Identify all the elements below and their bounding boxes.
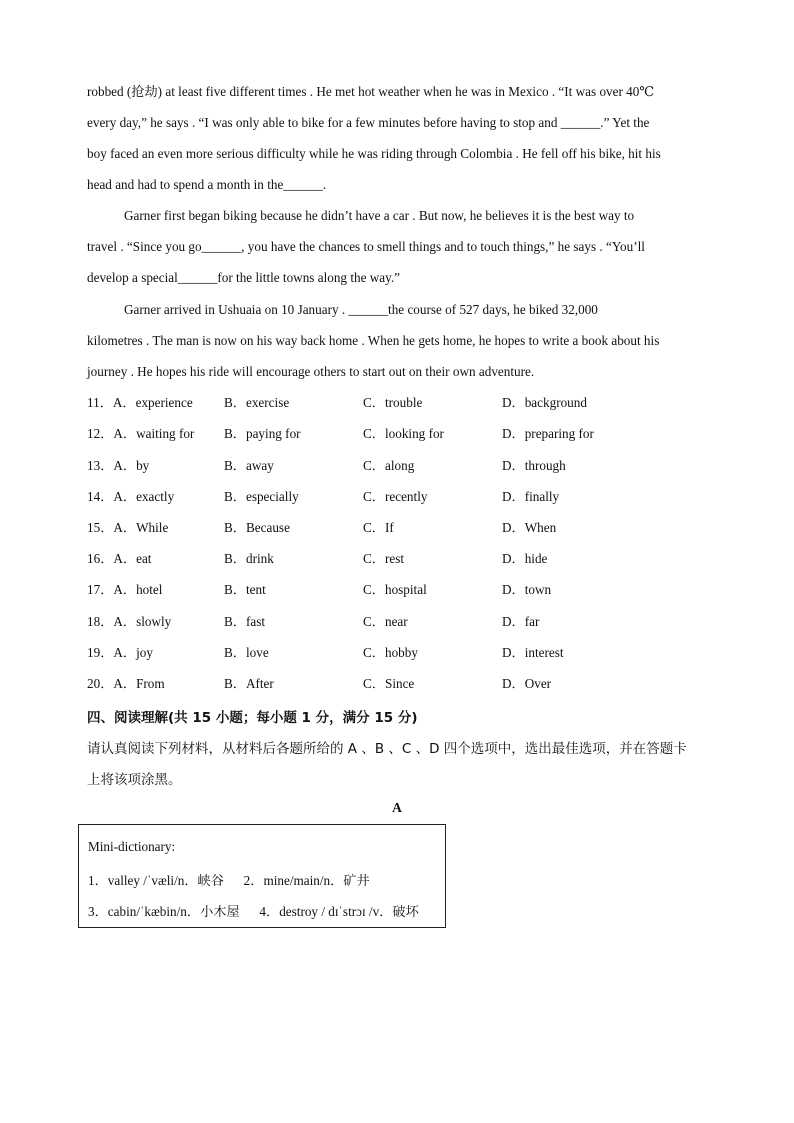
- option-d: D．interest: [502, 645, 564, 660]
- option-d: D．background: [502, 395, 587, 410]
- option-d: D．far: [502, 614, 540, 629]
- option-d: D．hide: [502, 551, 548, 566]
- passage-line: robbed (抢劫) at least five different times . He met hot weather when he was in Mexico . “It was over 40℃: [87, 84, 655, 99]
- option-a: 16．A．eat: [87, 551, 152, 566]
- option-c: C．If: [363, 520, 394, 535]
- mini-dictionary-entry: 1．valley /ˈvæli/n．峡谷 2．mine/main/n．矿井: [88, 873, 370, 888]
- option-c: C．trouble: [363, 395, 423, 410]
- option-b: B．After: [224, 676, 274, 691]
- option-a: 18．A．slowly: [87, 614, 172, 629]
- passage-line: boy faced an even more serious difficulty while he was riding through Colombia . He fell off his bike, hit his: [87, 146, 661, 161]
- option-b: B．love: [224, 645, 269, 660]
- option-a: 17．A．hotel: [87, 582, 163, 597]
- option-d: D．When: [502, 520, 557, 535]
- option-b: B．tent: [224, 582, 266, 597]
- passage-line: head and had to spend a month in the______.: [87, 177, 327, 192]
- instruction-text: 上将该项涂黑。: [87, 772, 182, 788]
- option-b: B．especially: [224, 489, 299, 504]
- part-label: A: [392, 800, 402, 815]
- mini-dictionary-entry: 3．cabin/ˈkæbin/n．小木屋 4．destroy / dɪˈstrɔɪ /v．破坏: [88, 904, 419, 919]
- option-b: B．exercise: [224, 395, 290, 410]
- mini-dictionary-box: [78, 824, 446, 928]
- option-b: B．away: [224, 458, 274, 473]
- passage-line: develop a special______for the little towns along the way.”: [87, 270, 400, 285]
- option-a: 13．A．by: [87, 458, 150, 473]
- passage-line: Garner first began biking because he didn’t have a car . But now, he believes it is the best way to: [124, 208, 635, 223]
- option-d: D．through: [502, 458, 566, 473]
- passage-line: Garner arrived in Ushuaia on 10 January . ______the course of 527 days, he biked 32,000: [124, 302, 598, 317]
- option-c: C．looking for: [363, 426, 444, 441]
- option-c: C．along: [363, 458, 415, 473]
- option-c: C．hospital: [363, 582, 427, 597]
- option-d: D．town: [502, 582, 552, 597]
- option-c: C．rest: [363, 551, 405, 566]
- option-a: 14．A．exactly: [87, 489, 175, 504]
- passage-line: kilometres . The man is now on his way back home . When he gets home, he hopes to write a book about his: [87, 333, 660, 348]
- option-b: B．Because: [224, 520, 290, 535]
- option-b: B．paying for: [224, 426, 301, 441]
- passage-line: journey . He hopes his ride will encourage others to start out on their own adventure.: [87, 364, 535, 379]
- passage-line: travel . “Since you go______, you have the chances to smell things and to touch things,” he says . “You’ll: [87, 239, 645, 254]
- option-c: C．hobby: [363, 645, 418, 660]
- option-d: D．finally: [502, 489, 560, 504]
- option-d: D．preparing for: [502, 426, 594, 441]
- option-a: 11．A．experience: [87, 395, 193, 410]
- option-c: C．near: [363, 614, 408, 629]
- section-heading: 四、阅读理解(共 15 小题；每小题 1 分，满分 15 分): [87, 710, 418, 726]
- passage-line: every day,” he says . “I was only able to bike for a few minutes before having to stop and ______.” Yet the: [87, 115, 650, 130]
- option-b: B．fast: [224, 614, 266, 629]
- option-a: 12．A．waiting for: [87, 426, 195, 441]
- option-d: D．Over: [502, 676, 552, 691]
- option-a: 15．A．While: [87, 520, 169, 535]
- option-b: B．drink: [224, 551, 274, 566]
- mini-dictionary-title: Mini-dictionary:: [88, 839, 176, 854]
- option-c: C．recently: [363, 489, 428, 504]
- option-a: 19．A．joy: [87, 645, 153, 660]
- option-a: 20．A．From: [87, 676, 165, 691]
- option-c: C．Since: [363, 676, 415, 691]
- instruction-text: 请认真阅读下列材料，从材料后各题所给的 A 、B 、C 、D 四个选项中，选出最佳选项，并在答题卡: [87, 741, 687, 757]
